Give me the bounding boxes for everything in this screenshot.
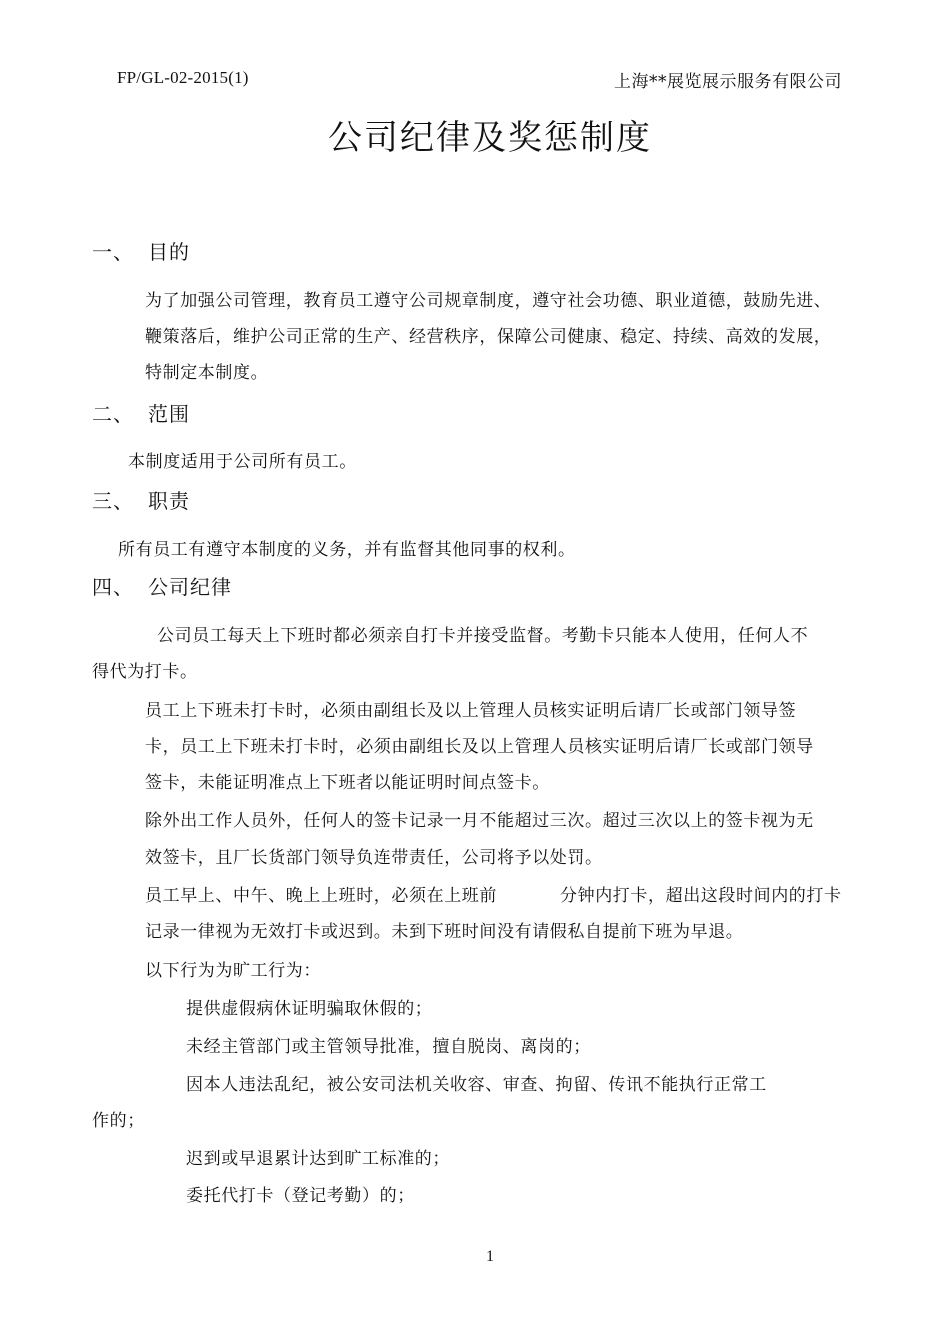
- section-title: 职责: [148, 489, 190, 513]
- paragraph-line: 卡，员工上下班未打卡时，必须由副组长及以上管理人员核实证明后请厂长或部门领导: [145, 737, 814, 757]
- section-title: 目的: [148, 240, 190, 264]
- section-number: 三、: [92, 489, 134, 513]
- list-item: 迟到或早退累计达到旷工标准的；: [186, 1149, 450, 1169]
- page-title: 公司纪律及奖惩制度: [328, 118, 652, 158]
- section-number: 一、: [92, 240, 134, 264]
- section-title: 范围: [148, 402, 190, 426]
- paragraph-line: 所有员工有遵守本制度的义务，并有监督其他同事的权利。: [118, 540, 576, 560]
- company-name: 上海**展览展示服务有限公司: [614, 72, 842, 92]
- paragraph-line: 以下行为为旷工行为：: [145, 961, 321, 981]
- paragraph-line: 除外出工作人员外，任何人的签卡记录一月不能超过三次。超过三次以上的签卡视为无: [145, 811, 814, 831]
- section-heading-duties: [92, 485, 190, 514]
- paragraph-line: 本制度适用于公司所有员工。: [128, 452, 357, 472]
- list-item: 提供虚假病休证明骗取休假的；: [186, 999, 433, 1019]
- paragraph-line: 分钟内打卡，超出这段时间内的打卡: [560, 886, 842, 906]
- list-item: 委托代打卡（登记考勤）的；: [186, 1186, 415, 1206]
- doc-code: FP/GL-02-2015(1): [117, 68, 249, 87]
- section-title: 公司纪律: [148, 575, 232, 599]
- section-number: 二、: [92, 402, 134, 426]
- page-number: 1: [486, 1248, 494, 1265]
- section-heading-discipline: [92, 571, 232, 600]
- section-number: 四、: [92, 575, 134, 599]
- list-item: 未经主管部门或主管领导批准，擅自脱岗、离岗的；: [186, 1037, 591, 1057]
- paragraph-line: 记录一律视为无效打卡或迟到。未到下班时间没有请假私自提前下班为早退。: [145, 922, 744, 942]
- paragraph-line: 为了加强公司管理，教育员工遵守公司规章制度，遵守社会功德、职业道德，鼓励先进、: [145, 291, 832, 311]
- paragraph-line: 签卡，未能证明准点上下班者以能证明时间点签卡。: [145, 773, 550, 793]
- paragraph-line: 效签卡，且厂长货部门领导负连带责任，公司将予以处罚。: [145, 848, 603, 868]
- section-heading-scope: [92, 398, 190, 427]
- paragraph-line: 鞭策落后，维护公司正常的生产、经营秩序，保障公司健康、稳定、持续、高效的发展，: [145, 327, 832, 347]
- paragraph-line: 得代为打卡。: [92, 662, 198, 682]
- list-item-continuation: 作的；: [92, 1111, 145, 1131]
- list-item: 因本人违法乱纪，被公安司法机关收容、审查、拘留、传讯不能执行正常工: [186, 1075, 767, 1095]
- paragraph-line: 员工早上、中午、晚上上班时，必须在上班前: [145, 886, 497, 906]
- paragraph-line: 特制定本制度。: [145, 363, 269, 383]
- section-heading-purpose: [92, 236, 190, 265]
- paragraph-line: 公司员工每天上下班时都必须亲自打卡并接受监督。考勤卡只能本人使用，任何人不: [157, 626, 809, 646]
- paragraph-line: 员工上下班未打卡时，必须由副组长及以上管理人员核实证明后请厂长或部门领导签: [145, 701, 797, 721]
